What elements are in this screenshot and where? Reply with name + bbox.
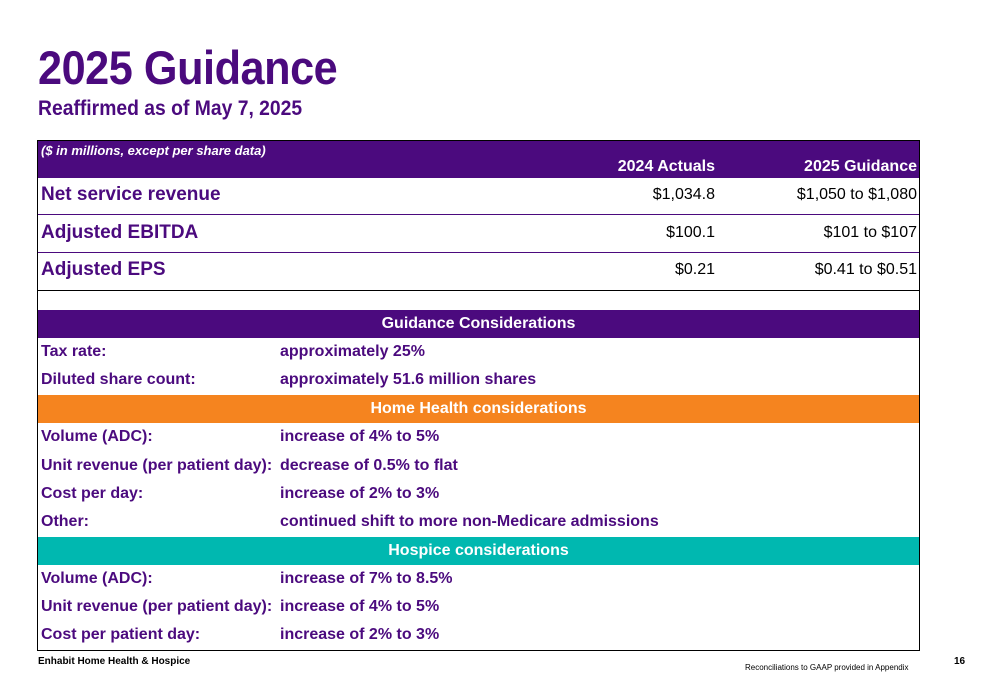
item-label: Unit revenue (per patient day): — [41, 457, 273, 474]
financial-guidance-table — [37, 140, 920, 291]
table-header — [38, 141, 919, 178]
item-label: Cost per day: — [41, 485, 144, 502]
item-label: Volume (ADC): — [41, 570, 153, 587]
list-item — [38, 593, 919, 621]
item-value: increase of 2% to 3% — [280, 485, 440, 502]
item-value: increase of 2% to 3% — [280, 626, 440, 643]
item-value: approximately 51.6 million shares — [280, 371, 537, 388]
list-item — [38, 423, 919, 451]
item-value: increase of 4% to 5% — [280, 598, 440, 615]
table-row — [38, 178, 919, 215]
item-value: increase of 7% to 8.5% — [280, 570, 453, 587]
item-label: Unit revenue (per patient day): — [41, 598, 273, 615]
column-header-guidance: 2025 Guidance — [804, 158, 917, 175]
footer-note: Reconciliations to GAAP provided in Appendix — [745, 663, 909, 672]
actual-value: $100.1 — [666, 224, 715, 241]
guidance-value: $0.41 to $0.51 — [814, 261, 917, 278]
table-row — [38, 253, 919, 290]
list-item — [38, 508, 919, 536]
home-health-heading: Home Health considerations — [38, 395, 919, 423]
actual-value: $1,034.8 — [652, 186, 715, 203]
item-label: Diluted share count: — [41, 371, 196, 388]
guidance-value: $1,050 to $1,080 — [796, 186, 917, 203]
list-item — [38, 621, 919, 649]
list-item — [38, 338, 919, 366]
page-number: 16 — [954, 656, 966, 667]
row-label: Adjusted EPS — [41, 259, 166, 280]
item-value: decrease of 0.5% to flat — [280, 457, 458, 474]
page-title: 2025 Guidance — [38, 41, 338, 94]
list-item — [38, 366, 919, 394]
page-subtitle: Reaffirmed as of May 7, 2025 — [38, 97, 303, 120]
item-label: Other: — [41, 513, 89, 530]
list-item — [38, 480, 919, 508]
units-note: ($ in millions, except per share data) — [41, 143, 266, 158]
table-row — [38, 216, 919, 253]
item-label: Cost per patient day: — [41, 626, 201, 643]
row-label: Adjusted EBITDA — [41, 222, 199, 243]
item-label: Volume (ADC): — [41, 428, 153, 445]
row-label: Net service revenue — [41, 184, 221, 205]
guidance-value: $101 to $107 — [823, 224, 917, 241]
list-item — [38, 565, 919, 593]
item-value: approximately 25% — [280, 343, 425, 360]
actual-value: $0.21 — [674, 261, 715, 278]
guidance-considerations-heading: Guidance Considerations — [38, 310, 919, 338]
hospice-heading: Hospice considerations — [38, 537, 919, 565]
item-value: increase of 4% to 5% — [280, 428, 440, 445]
considerations-section — [37, 291, 920, 651]
item-label: Tax rate: — [41, 343, 107, 360]
footer-company: Enhabit Home Health & Hospice — [38, 656, 191, 667]
item-value: continued shift to more non-Medicare admissions — [280, 513, 659, 530]
column-header-actuals: 2024 Actuals — [617, 158, 715, 175]
list-item — [38, 452, 919, 480]
